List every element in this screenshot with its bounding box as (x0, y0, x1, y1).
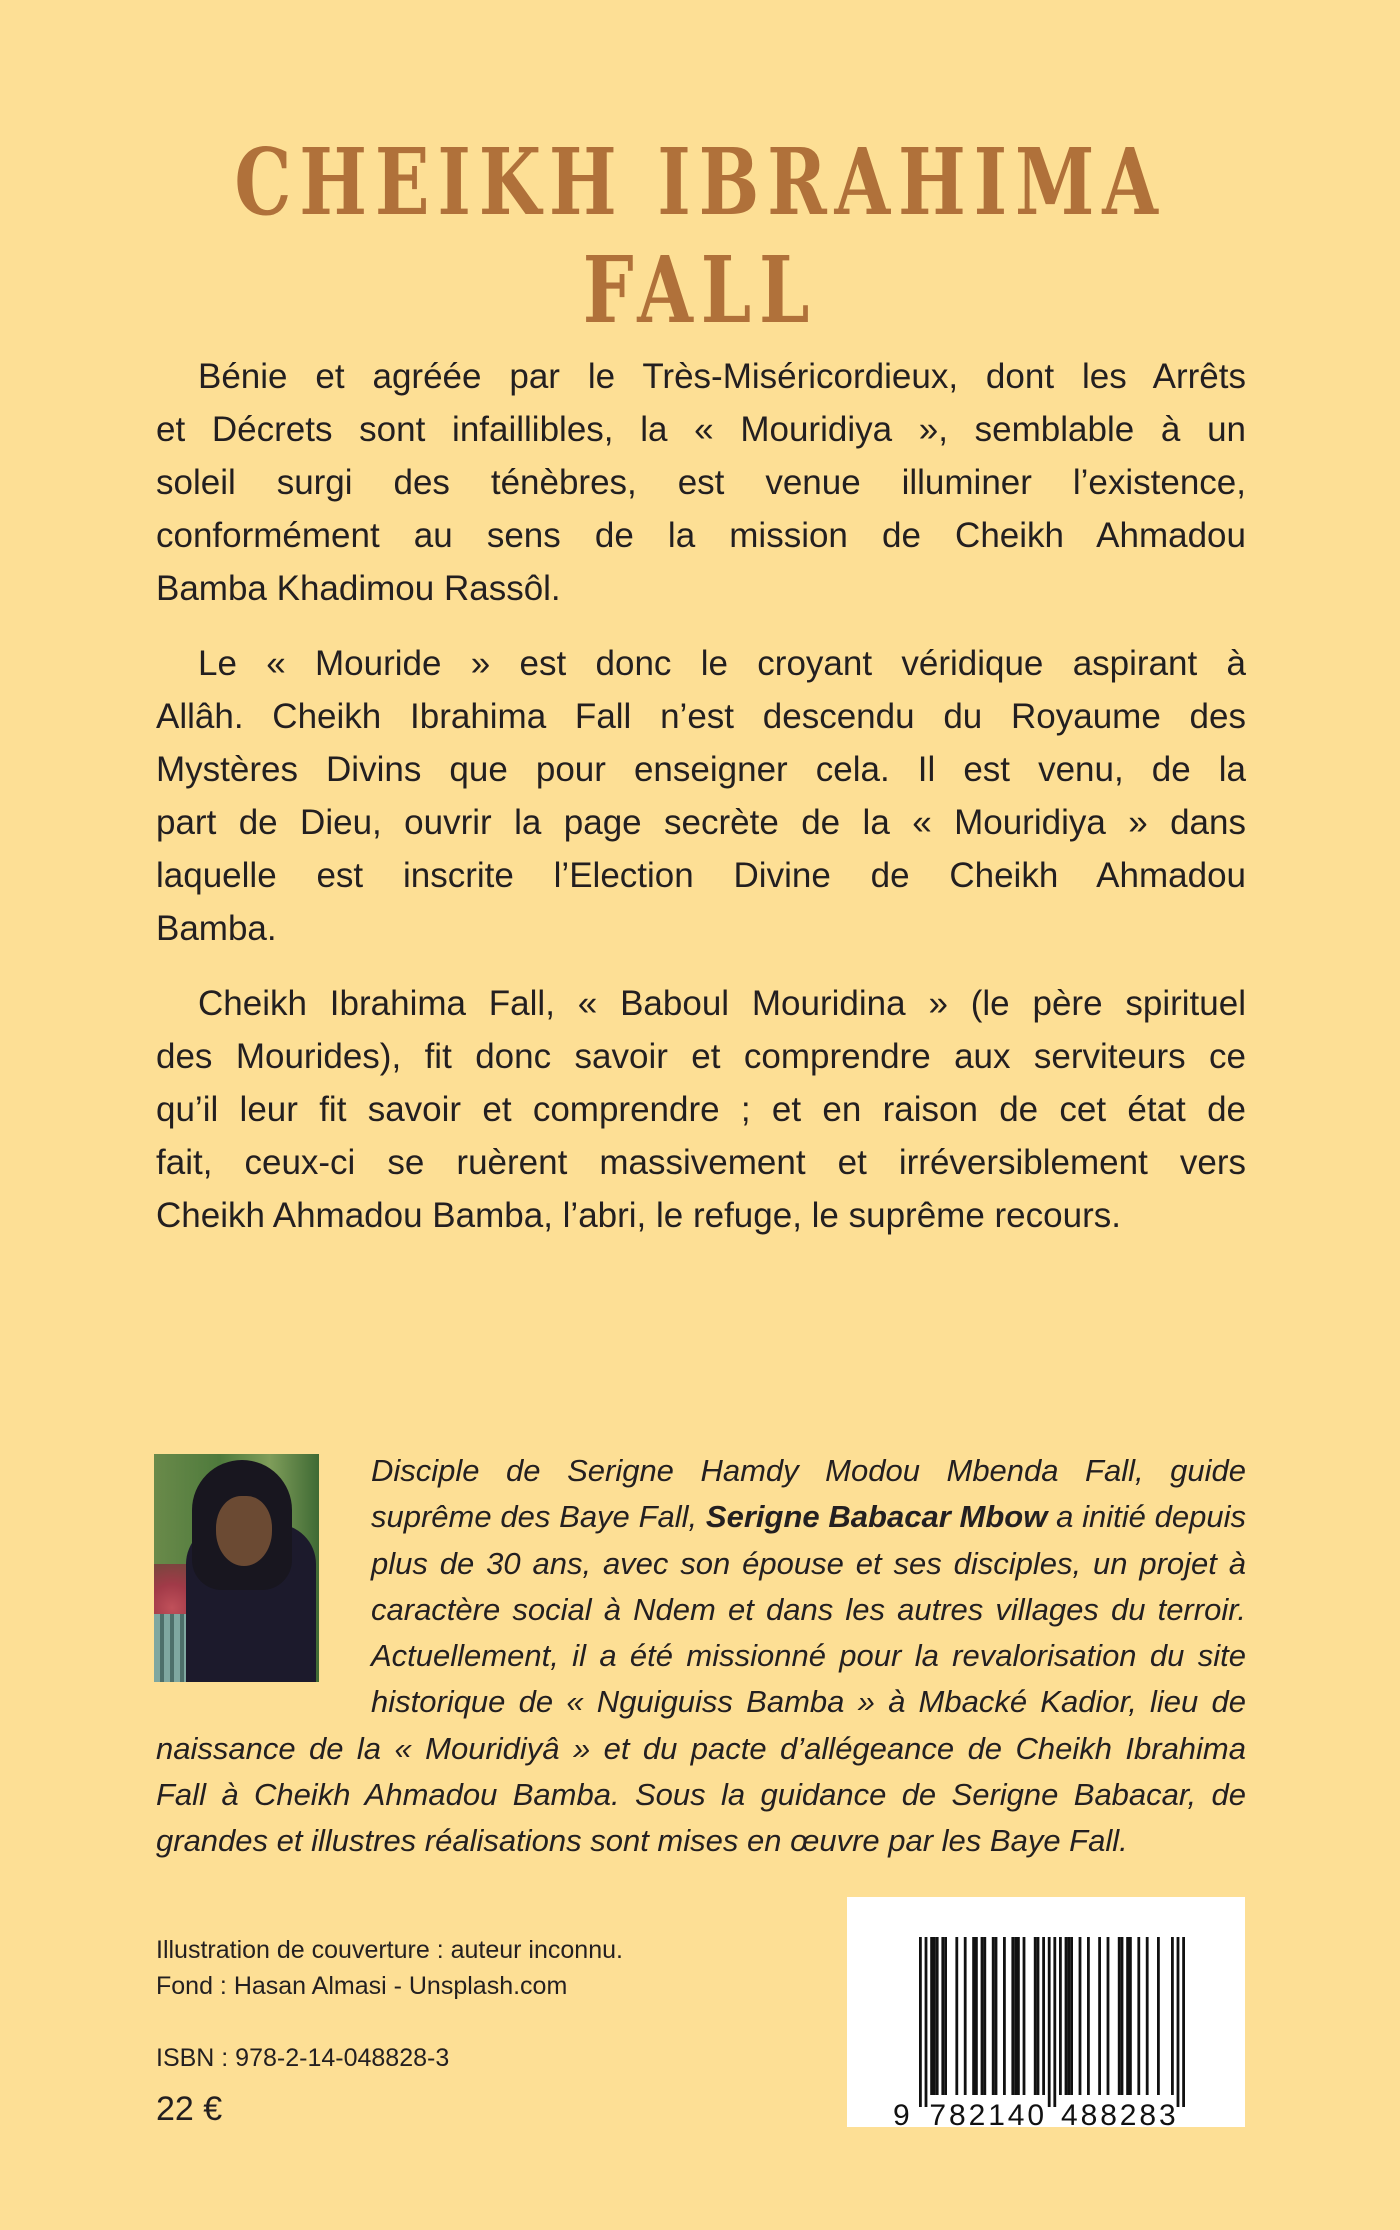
barcode-bar (955, 1937, 958, 2095)
barcode-bar (1065, 1937, 1068, 2095)
barcode-bar (1157, 1937, 1160, 2095)
barcode-bar (983, 1937, 986, 2095)
bio-line: caractère social à Ndem et dans les autres villages du terroir. (371, 1591, 1246, 1627)
barcode-bar (995, 1937, 998, 2095)
barcode-bar (1118, 1937, 1121, 2095)
bio-line: Actuellement, il a été missionné pour la revalorisation du site (371, 1638, 1246, 1674)
blurb-paragraph (156, 637, 1246, 955)
barcode-bar (1023, 1937, 1026, 2095)
blurb-line: laquelle est inscrite l’Election Divine de Cheikh Ahmadou (156, 856, 1246, 895)
bio-line: historique de « Nguiguiss Bamba » à Mbacké Kadior, lieu de (371, 1684, 1246, 1720)
back-cover-blurb (156, 350, 1246, 1264)
blurb-line: qu’il leur fit savoir et comprendre ; et en raison de cet état de (156, 1090, 1246, 1129)
barcode-bar (930, 1937, 933, 2095)
barcode-digit: 9 (893, 2099, 910, 2127)
barcode-bar (972, 1937, 975, 2095)
barcode-digit: 4 (1061, 2099, 1078, 2127)
barcode-digit: 8 (1139, 2099, 1157, 2127)
barcode-digit: 8 (1080, 2099, 1098, 2127)
barcode-bar (992, 1937, 995, 2095)
barcode-bar (1070, 1937, 1073, 2095)
blurb-line: Cheikh Ibrahima Fall, « Baboul Mouridina » (le père spirituel (198, 984, 1246, 1023)
barcode-bar (1014, 1937, 1017, 2095)
barcode-bar (944, 1937, 947, 2095)
bio-line: Fall à Cheikh Ahmadou Bamba. Sous la guidance de Serigne Babacar, de (156, 1777, 1246, 1813)
barcode-bar (1177, 1937, 1180, 2107)
barcode-bar (941, 1937, 944, 2095)
barcode-bar (964, 1937, 967, 2095)
barcode-bar (1067, 1937, 1070, 2095)
barcode-bar (1087, 1937, 1090, 2095)
blurb-line: soleil surgi des ténèbres, est venue illuminer l’existence, (156, 463, 1246, 502)
blurb-line: des Mourides), fit donc savoir et comprendre aux serviteurs ce (156, 1037, 1246, 1076)
barcode-bar (1121, 1937, 1124, 2095)
barcode-digit: 8 (1100, 2099, 1117, 2127)
bio-line: grandes et illustres réalisations sont mises en œuvre par les Baye Fall. (156, 1823, 1128, 1859)
barcode-bar (1011, 1937, 1014, 2095)
barcode-bar (1146, 1937, 1149, 2095)
barcode-bar (1037, 1937, 1040, 2095)
barcode-bar (1182, 1937, 1185, 2107)
barcode-bar (933, 1937, 936, 2095)
barcode-bar (975, 1937, 978, 2095)
barcode-bar (1126, 1937, 1129, 2095)
barcode-bar (1017, 1937, 1020, 2095)
blurb-paragraph (156, 977, 1246, 1242)
barcode-digit: 1 (988, 2099, 1005, 2127)
credits (156, 1932, 623, 2004)
barcode-digit: 2 (968, 2099, 986, 2127)
barcode-bar (1107, 1937, 1110, 2095)
barcode-bar (1003, 1937, 1006, 2095)
blurb-line: Bamba. (156, 909, 277, 948)
blurb-line: Allâh. Cheikh Ibrahima Fall n’est descendu du Royaume des (156, 697, 1246, 736)
bio-line: suprême des Baye Fall, Serigne Babacar Mbow a initié depuis (371, 1499, 1247, 1535)
barcode-bar (1048, 1937, 1051, 2107)
blurb-line: Bamba Khadimou Rassôl. (156, 569, 561, 608)
author-bio (156, 1448, 1246, 1865)
book-title: CHEIKH IBRAHIMA FALL (234, 128, 1166, 344)
blurb-line: Cheikh Ahmadou Bamba, l’abri, le refuge, le suprême recours. (156, 1196, 1121, 1235)
barcode-bar (1059, 1937, 1062, 2095)
blurb-line: conformément au sens de la mission de Cheikh Ahmadou (156, 516, 1246, 555)
price: 22 € (156, 2090, 223, 2128)
barcode-bar (1042, 1937, 1045, 2095)
barcode-digit: 3 (1159, 2099, 1176, 2127)
barcode-bar (981, 1937, 984, 2095)
barcode-bar (919, 1937, 922, 2107)
barcode (847, 1897, 1245, 2127)
barcode-digit: 7 (929, 2099, 947, 2127)
blurb-line: Bénie et agréée par le Très-Miséricordieux, dont les Arrêts (198, 357, 1246, 396)
background-credit: Fond : Hasan Almasi - Unsplash.com (156, 1972, 568, 2000)
barcode-digit: 4 (1007, 2099, 1025, 2127)
barcode-bar (1171, 1937, 1174, 2095)
blurb-paragraph (156, 350, 1246, 615)
barcode-digit: 8 (949, 2099, 966, 2127)
barcode-bar (1034, 1937, 1037, 2095)
isbn: ISBN : 978-2-14-048828-3 (156, 2044, 450, 2072)
blurb-line: Le « Mouride » est donc le croyant véridique aspirant à (198, 644, 1246, 683)
illustration-credit: Illustration de couverture : auteur inconnu. (156, 1936, 623, 1964)
bio-line: naissance de la « Mouridiyâ » et du pacte d’allégeance de Cheikh Ibrahima (156, 1730, 1246, 1766)
barcode-bar (1098, 1937, 1101, 2095)
blurb-line: part de Dieu, ouvrir la page secrète de la « Mouridiya » dans (156, 803, 1246, 842)
barcode-bar (1053, 1937, 1056, 2107)
author-name: Serigne Babacar Mbow (705, 1499, 1048, 1535)
blurb-line: et Décrets sont infaillibles, la « Mouridiya », semblable à un (156, 410, 1246, 449)
bio-line: plus de 30 ans, avec son épouse et ses disciples, un projet à (371, 1545, 1246, 1581)
barcode-bar (936, 1937, 939, 2095)
blurb-line: fait, ceux-ci se ruèrent massivement et irréversiblement vers (156, 1143, 1246, 1182)
barcode-bar (925, 1937, 928, 2107)
barcode-digit: 0 (1027, 2099, 1045, 2127)
barcode-bar (1079, 1937, 1082, 2095)
blurb-line: Mystères Divins que pour enseigner cela. Il est venu, de la (156, 750, 1246, 789)
barcode-bar (1129, 1937, 1132, 2095)
barcode-bar (1137, 1937, 1140, 2095)
barcode-digit: 2 (1119, 2099, 1137, 2127)
bio-line: Disciple de Serigne Hamdy Modou Mbenda Fall, guide (371, 1453, 1246, 1488)
